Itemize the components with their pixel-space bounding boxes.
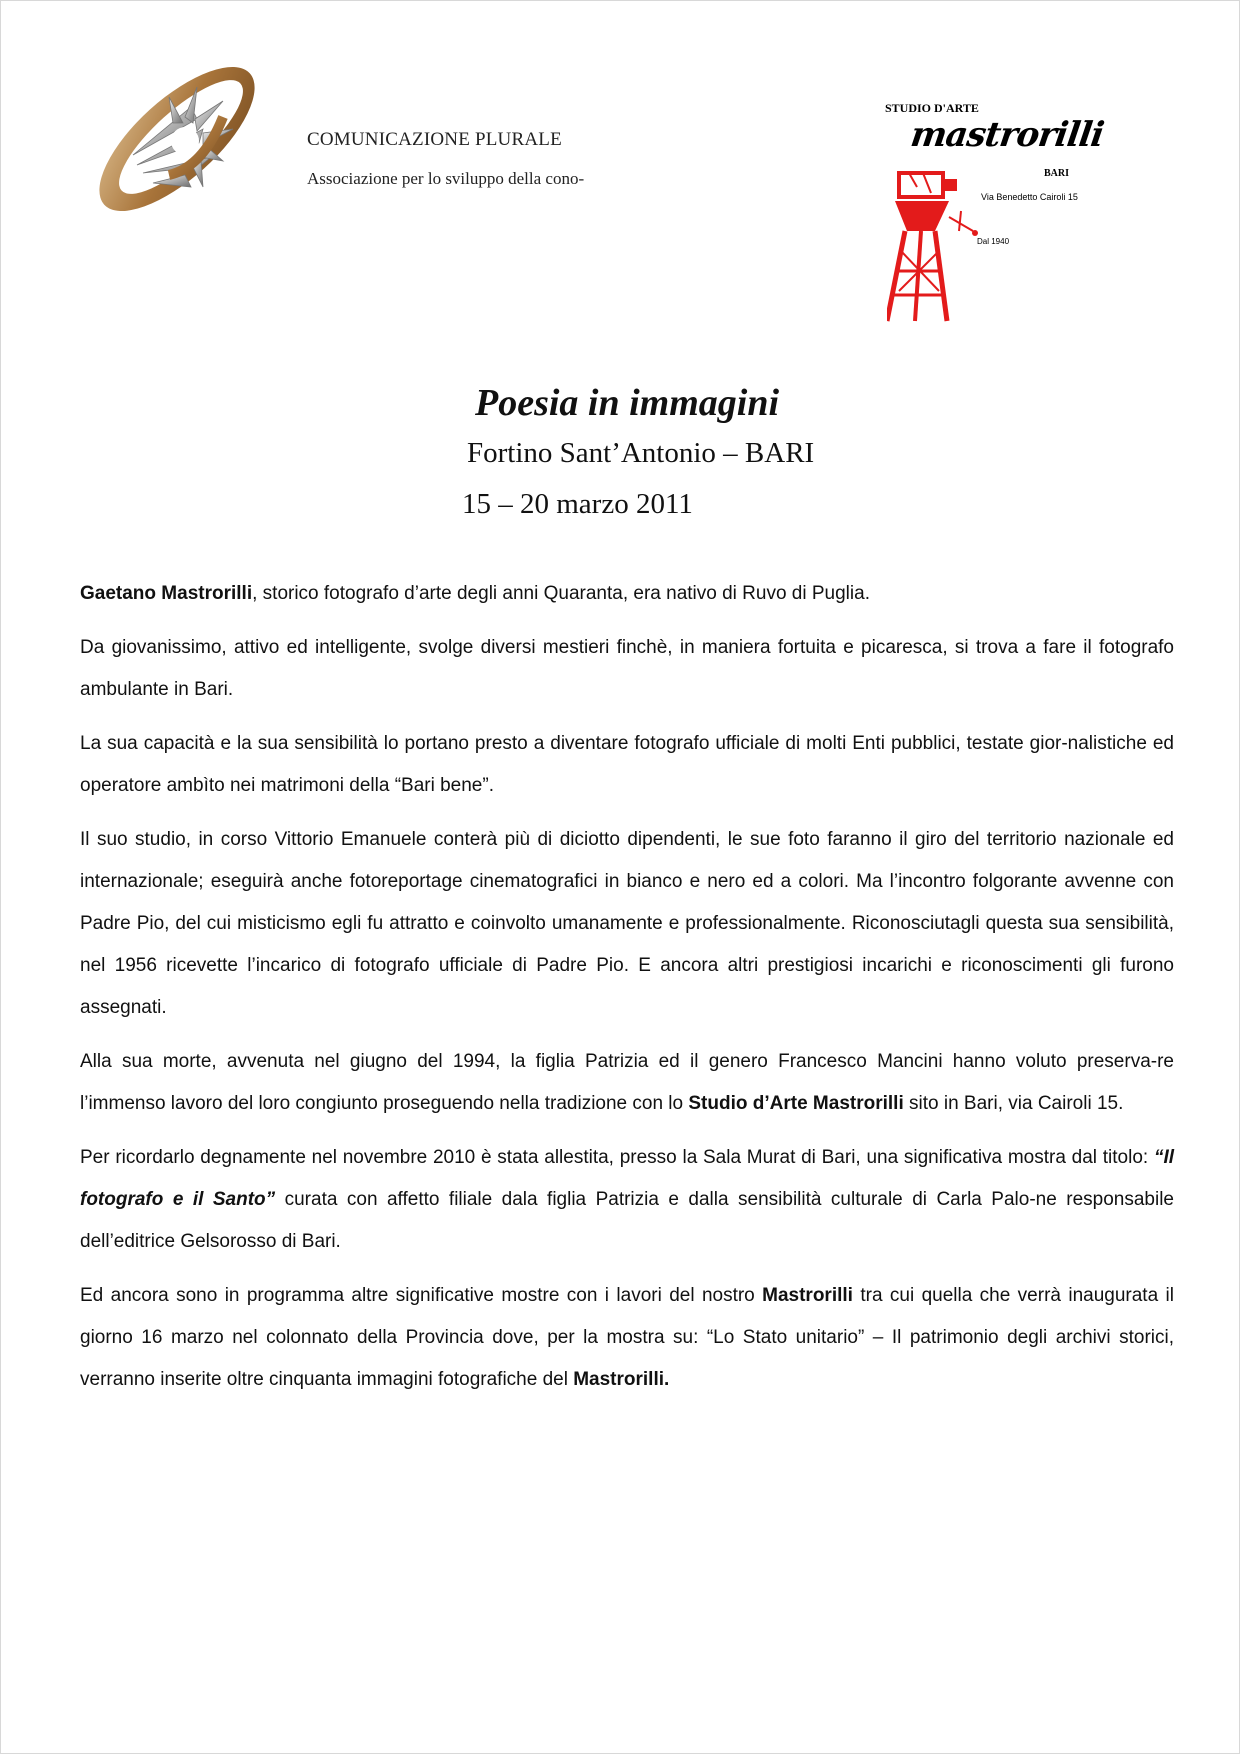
paragraph-text: Per ricordarlo degnamente nel novembre 2010 è stata allestita, presso la Sala Murat di Bari, una significativa mostra dal titolo:: [80, 1147, 1154, 1168]
organization-description: Associazione per lo sviluppo della cono-: [307, 169, 585, 188]
paragraph-text: Ed ancora sono in programma altre significative mostre con i lavori del nostro: [80, 1285, 763, 1306]
organization-name: COMUNICAZIONE PLURALE: [307, 129, 562, 150]
paragraph-text: Alla sua morte, avvenuta nel giugno del 1994, la figlia Patrizia ed il genero Francesco Mancini hanno voluto preserva-re l’immenso lavoro del loro congiunto proseguendo nella tradizione con lo: [80, 1051, 1174, 1114]
paragraph-text: Da giovanissimo, attivo ed intelligente, svolge diversi mestieri finchè, in maniera fortuita e picaresca, si trova a fare il fotografo ambulante in Bari.: [80, 637, 1174, 700]
paragraph-text: tra cui quella che verrà inaugurata il giorno 16 marzo nel colonnato della Provincia dove, per la mostra su: “Lo Stato unitario” – Il patrimonio degli archivi storici, verranno inserite oltre cinquanta immagini fotografiche del: [80, 1285, 1174, 1390]
studio-logo-address: Via Benedetto Cairoli 15: [981, 192, 1078, 202]
studio-logo-name: mastrorilli: [908, 115, 1106, 155]
camera-tripod-icon: [887, 171, 983, 331]
paragraph-4: [80, 819, 1174, 1029]
paragraph-text: curata con affetto filiale dala figlia Patrizia e dalla sensibilità culturale di Carla Palo-ne responsabile dell’editrice Gelsorosso di Bari.: [80, 1189, 1174, 1252]
paragraph-2: [80, 627, 1174, 711]
studio-mastrorilli-logo: [881, 99, 1106, 331]
bold-italic-text: “Il fotografo e il Santo”: [80, 1147, 1174, 1210]
bold-text: Mastrorilli: [762, 1285, 853, 1306]
paragraph-6: [80, 1137, 1174, 1263]
bold-text: Gaetano Mastrorilli: [80, 583, 253, 604]
comunicazione-plurale-logo: [73, 57, 273, 227]
bold-text: Mastrorilli.: [573, 1369, 670, 1390]
bold-text: Studio d’Arte Mastrorilli: [688, 1093, 904, 1114]
studio-logo-city: BARI: [1044, 168, 1070, 179]
event-dates: 15 – 20 marzo 2011: [462, 488, 693, 520]
event-title: Poesia in immagini: [475, 382, 780, 424]
paragraph-text: sito in Bari, via Cairoli 15.: [903, 1093, 1124, 1114]
paragraph-text: Il suo studio, in corso Vittorio Emanuele conterà più di diciotto dipendenti, le sue foto faranno il giro del territorio nazionale ed internazionale; eseguirà anche fotoreportage cinematografici in bianco e nero ed a colori. Ma l’incontro folgorante avvenne con Padre Pio, del cui misticismo egli fu attratto e coinvolto umanamente e professionalmente. Riconosciutagli questa sua sensibilità, nel 1956 ricevette l’incarico di fotografo ufficiale di Padre Pio. E ancora altri prestigiosi incarichi e riconoscimenti gli furono assegnati.: [80, 829, 1174, 1018]
event-venue: Fortino Sant’Antonio – BARI: [467, 437, 815, 469]
paragraph-3: [80, 723, 1174, 807]
studio-logo-since: Dal 1940: [977, 237, 1010, 246]
organization-block: [307, 129, 584, 189]
studio-logo-top-text: STUDIO D'ARTE: [885, 101, 979, 115]
paragraph-text: La sua capacità e la sua sensibilità lo portano presto a diventare fotografo ufficiale di molti Enti pubblici, testate gior-nalistiche ed operatore ambìto nei matrimoni della “Bari bene”.: [80, 733, 1174, 796]
paragraph-5: [80, 1041, 1174, 1125]
article-body: [80, 573, 1174, 1413]
paragraph-text: , storico fotografo d’arte degli anni Quaranta, era nativo di Ruvo di Puglia.: [252, 583, 870, 604]
paragraph-7: [80, 1275, 1174, 1401]
paragraph-1: [80, 573, 1174, 615]
